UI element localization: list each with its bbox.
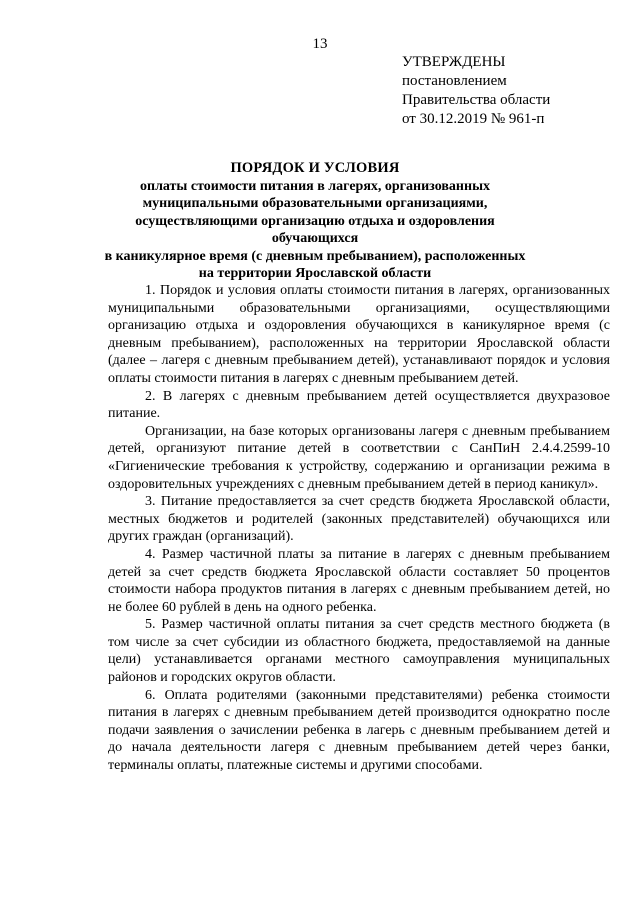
title-line: осуществляющими организацию отдыха и оздоровления обучающихся [135, 213, 495, 246]
paragraph-3: 3. Питание предоставляется за счет средств бюджета Ярославской области, местных бюджетов и родителей (законных представителей) обучающихся или других граждан (организаций). [108, 494, 610, 545]
paragraph-5: 5. Размер частичной оплаты питания за счет средств местного бюджета (в том числе за счет субсидии из областного бюджета, предоставляемой на данные цели) устанавливается органами местного самоуправления муниципальных районов и городских округов области. [108, 617, 610, 686]
approval-line: от 30.12.2019 № 961-п [402, 111, 545, 127]
document-title [95, 160, 535, 283]
title-line: в каникулярное время (с дневным пребыванием), расположенных [104, 248, 526, 264]
approval-line: постановлением [402, 73, 507, 89]
title-line: муниципальными образовательными организациями, [142, 196, 488, 211]
paragraph-2: 2. В лагерях с дневным пребыванием детей осуществляется двухразовое питание. [108, 388, 610, 422]
paragraph-2-organizations: Организации, на базе которых организованы лагеря с дневным пребыванием детей, организуют питание детей в соответствии с СанПиН 2.4.4.2599-10 «Гигиенические требования к устройству, содержанию и организации режима в оздоровительных учреждениях с дневным пребыванием детей в период каникул». [108, 423, 610, 492]
approval-line: Правительства области [402, 92, 551, 108]
paragraph-4: 4. Размер частичной платы за питание в лагерях с дневным пребыванием детей за счет средств бюджета Ярославской области составляет 50 процентов стоимости набора продуктов питания в лагерях с дневным пребыванием детей, но не более 60 рублей в день на одного ребенка. [108, 546, 610, 615]
approval-stamp [402, 53, 622, 129]
title-line: на территории Ярославской области [198, 266, 432, 281]
paragraph-6: 6. Оплата родителями (законными представителями) ребенка стоимости питания в лагерях с дневным пребыванием детей производится однократно после подачи заявления о зачислении ребенка в лагерь с дневным пребыванием детей и до начала деятельности лагеря с дневным пребыванием детей через банки, терминалы оплаты, платежные системы и другими способами. [108, 687, 610, 774]
title-line: оплаты стоимости питания в лагерях, организованных [140, 178, 490, 194]
page-number: 13 [312, 36, 328, 52]
approval-line: УТВЕРЖДЕНЫ [402, 54, 506, 70]
document-body [108, 282, 610, 775]
title-main: ПОРЯДОК И УСЛОВИЯ [230, 160, 400, 176]
paragraph-1: 1. Порядок и условия оплаты стоимости питания в лагерях, организованных муниципальными образовательными организациями, осуществляющими организацию отдыха и оздоровления обучающихся в каникулярное время (с дневным пребыванием), расположенных на территории Ярославской области (далее – лагеря с дневным пребыванием детей), устанавливают порядок и условия оплаты стоимости питания в лагерях с дневным пребыванием детей. [108, 283, 610, 386]
